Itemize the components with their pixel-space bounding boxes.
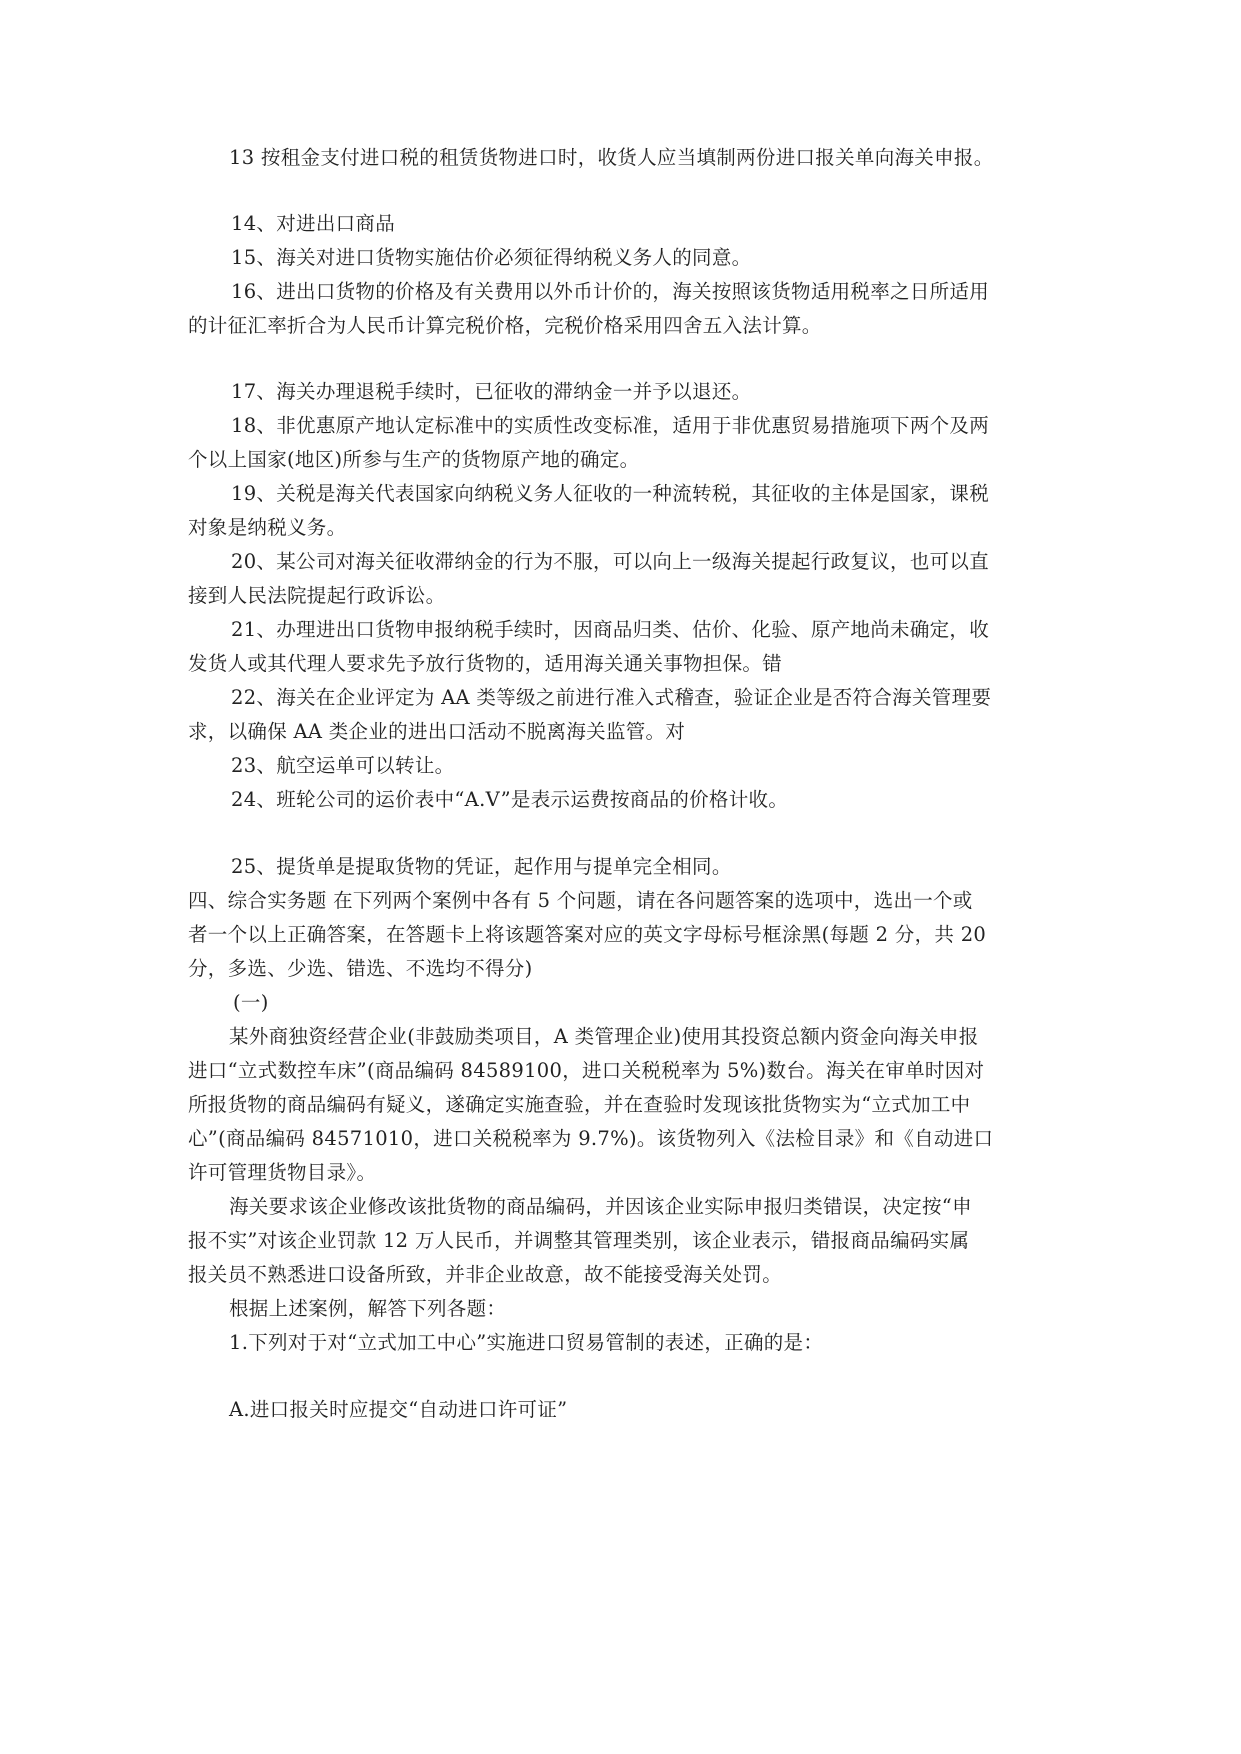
text-line: 者一个以上正确答案，在答题卡上将该题答案对应的英文字母标号框涂黑(每题 2 分，共 20 bbox=[188, 923, 987, 946]
text-line: 某外商独资经营企业(非鼓励类项目，A 类管理企业)使用其投资总额内资金向海关申报 bbox=[229, 1025, 979, 1048]
text-line: 报关员不熟悉进口设备所致，并非企业故意，故不能接受海关处罚。 bbox=[188, 1263, 783, 1286]
text-line: 个以上国家(地区)所参与生产的货物原产地的确定。 bbox=[188, 448, 640, 471]
text-line: 15、海关对进口货物实施估价必须征得纳税义务人的同意。 bbox=[231, 246, 752, 269]
text-line: 22、海关在企业评定为 AA 类等级之前进行准入式稽查，验证企业是否符合海关管理要 bbox=[231, 686, 992, 709]
text-line: 海关要求该企业修改该批货物的商品编码，并因该企业实际申报归类错误，决定按“申 bbox=[229, 1195, 972, 1218]
text-line: 进口“立式数控车床”(商品编码 84589100，进口关税税率为 5%)数台。海关在审单时因对 bbox=[188, 1059, 985, 1082]
answer-option: A.进口报关时应提交“自动进口许可证” bbox=[229, 1398, 568, 1421]
text-line: 18、非优惠原产地认定标准中的实质性改变标准，适用于非优惠贸易措施项下两个及两 bbox=[231, 414, 990, 437]
text-line: 23、航空运单可以转让。 bbox=[231, 754, 455, 777]
text-line: 求，以确保 AA 类企业的进出口活动不脱离海关监管。对 bbox=[188, 720, 686, 743]
text-line: 19、关税是海关代表国家向纳税义务人征收的一种流转税，其征收的主体是国家，课税 bbox=[231, 482, 990, 505]
text-line: 13 按租金支付进口税的租赁货物进口时，收货人应当填制两份进口报关单向海关申报。 bbox=[229, 146, 994, 169]
section-marker: (一) bbox=[233, 991, 269, 1014]
text-line: 20、某公司对海关征收滞纳金的行为不服，可以向上一级海关提起行政复议，也可以直 bbox=[231, 550, 990, 573]
text-line: 分，多选、少选、错选、不选均不得分) bbox=[188, 957, 533, 980]
text-line: 心”(商品编码 84571010，进口关税税率为 9.7%)。该货物列入《法检目录》和《自动进口 bbox=[188, 1127, 994, 1150]
text-line: 许可管理货物目录》。 bbox=[188, 1161, 377, 1184]
text-line: 17、海关办理退税手续时，已征收的滞纳金一并予以退还。 bbox=[231, 380, 752, 403]
text-line: 14、对进出口商品 bbox=[231, 212, 396, 235]
text-line: 24、班轮公司的运价表中“A.V”是表示运费按商品的价格计收。 bbox=[231, 788, 789, 811]
text-line: 发货人或其代理人要求先予放行货物的，适用海关通关事物担保。错 bbox=[188, 652, 783, 675]
text-line: 25、提货单是提取货物的凭证，起作用与提单完全相同。 bbox=[231, 855, 732, 878]
text-line: 16、进出口货物的价格及有关费用以外币计价的，海关按照该货物适用税率之日所适用 bbox=[231, 280, 990, 303]
text-line: 四、综合实务题 在下列两个案例中各有 5 个问题，请在各问题答案的选项中，选出一个或 bbox=[188, 889, 973, 912]
text-line: 根据上述案例，解答下列各题： bbox=[229, 1297, 507, 1320]
text-line: 的计征汇率折合为人民币计算完税价格，完税价格采用四舍五入法计算。 bbox=[188, 314, 822, 337]
text-line: 接到人民法院提起行政诉讼。 bbox=[188, 584, 446, 607]
text-line: 报不实”对该企业罚款 12 万人民币，并调整其管理类别，该企业表示，错报商品编码实属 bbox=[188, 1229, 970, 1252]
text-line: 对象是纳税义务。 bbox=[188, 516, 347, 539]
text-line: 所报货物的商品编码有疑义，遂确定实施查验，并在查验时发现该批货物实为“立式加工中 bbox=[188, 1093, 971, 1116]
question-line: 1.下列对于对“立式加工中心”实施进口贸易管制的表述，正确的是： bbox=[229, 1331, 824, 1354]
text-line: 21、办理进出口货物申报纳税手续时，因商品归类、估价、化验、原产地尚未确定，收 bbox=[231, 618, 990, 641]
